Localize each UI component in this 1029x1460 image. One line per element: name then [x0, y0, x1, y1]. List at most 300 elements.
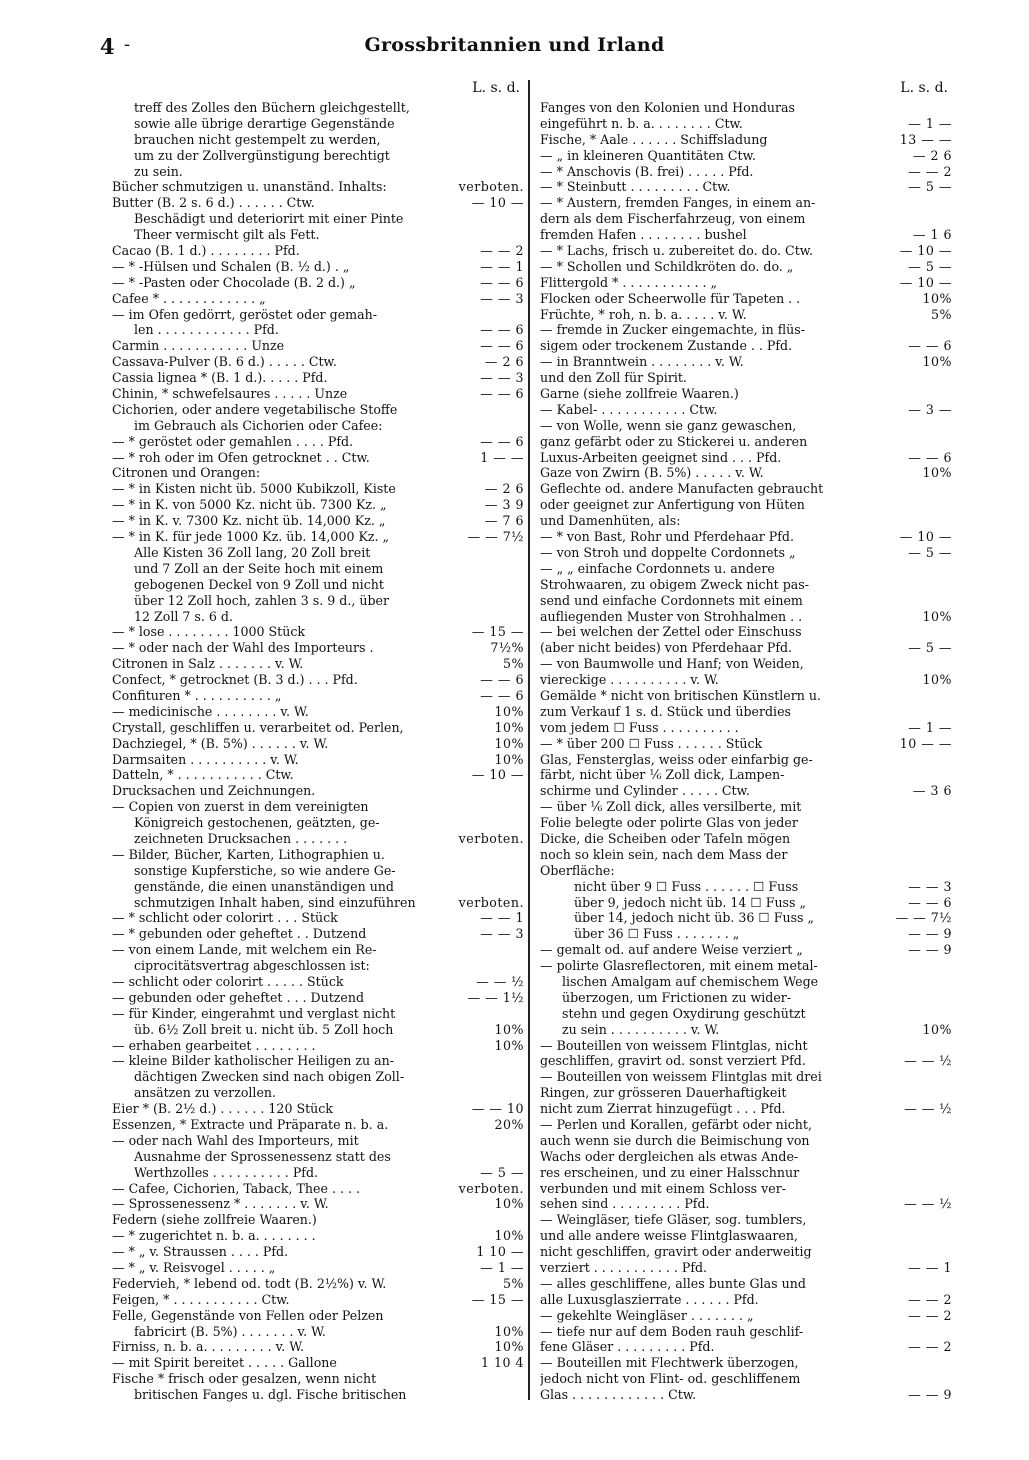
tariff-rate: — — 6	[908, 449, 952, 465]
tariff-rate: — — 6	[908, 894, 952, 910]
tariff-text: — Kabel- . . . . . . . . . . . Ctw.	[540, 401, 718, 417]
tariff-text: und alle andere weisse Flintglaswaaren,	[540, 1228, 798, 1244]
tariff-text: alle Luxusglaszierrate . . . . . . Pfd.	[540, 1291, 759, 1307]
tariff-text: nicht über 9 ☐ Fuss . . . . . . ☐ Fuss	[574, 878, 799, 894]
tariff-line	[540, 942, 952, 958]
tariff-text: über 12 Zoll hoch, zahlen 3 s. 9 d., über	[134, 592, 389, 608]
tariff-text: Fanges von den Kolonien und Honduras	[540, 100, 796, 115]
tariff-text: treff des Zolles den Büchern gleichgestellt,	[134, 100, 410, 115]
tariff-rate: — — 1	[908, 1260, 952, 1276]
tariff-text: Cichorien, oder andere vegetabilische Stoffe	[112, 401, 398, 417]
tariff-line	[112, 926, 524, 942]
tariff-text: — * Schollen und Schildkröten do. do. „	[540, 258, 794, 274]
tariff-rate: 1 10 —	[476, 1244, 524, 1260]
tariff-text: Fische * frisch oder gesalzen, wenn nicht	[112, 1371, 377, 1387]
tariff-rate: — — 9	[908, 1387, 952, 1403]
tariff-line	[112, 672, 524, 688]
tariff-text: Confituren * . . . . . . . . . . „	[112, 687, 282, 703]
tariff-rate: — — ½	[904, 1053, 952, 1069]
tariff-line	[540, 354, 952, 370]
tariff-text: — gekehlte Weingläser . . . . . . . „	[540, 1307, 754, 1323]
tariff-rate: — — 9	[908, 942, 952, 958]
tariff-line	[540, 195, 952, 211]
tariff-text: — Bouteillen von weissem Flintglas, nicht	[540, 1037, 808, 1053]
tariff-text: Confect, * getrocknet (B. 3 d.) . . . Pfd.	[112, 672, 358, 688]
tariff-line	[112, 1196, 524, 1212]
tariff-rate: 10%	[494, 1323, 524, 1339]
tariff-rate: — 10 —	[471, 767, 524, 783]
column-divider	[528, 80, 530, 1400]
tariff-text: eingeführt n. b. a. . . . . . . . Ctw.	[540, 115, 743, 131]
tariff-rate: 10%	[494, 1037, 524, 1053]
tariff-text: fabricirt (B. 5%) . . . . . . . v. W.	[134, 1323, 326, 1339]
tariff-text: nicht geschliffen, gravirt oder anderweitig	[540, 1244, 812, 1260]
tariff-text: — * in K. von 5000 Kz. nicht üb. 7300 Kz. „	[112, 497, 387, 513]
tariff-line	[112, 418, 524, 434]
tariff-line	[112, 799, 524, 815]
tariff-text: sonstige Kupferstiche, so wie andere Ge-	[134, 862, 396, 878]
tariff-text: — medicinische . . . . . . . . v. W.	[112, 703, 309, 719]
tariff-text: — erhaben gearbeitet . . . . . . . .	[112, 1037, 316, 1053]
tariff-text: zu sein . . . . . . . . . . v. W.	[562, 1021, 720, 1037]
tariff-text: — * -Pasten oder Chocolade (B. 2 d.) „	[112, 274, 356, 290]
tariff-text: Carmin . . . . . . . . . . . Unze	[112, 338, 285, 354]
tariff-text: — * oder nach der Wahl des Importeurs .	[112, 640, 374, 656]
tariff-line	[540, 1149, 952, 1165]
tariff-line	[540, 465, 952, 481]
tariff-text: Firniss, n. b. a. . . . . . . . . v. W.	[112, 1339, 304, 1355]
tariff-line	[540, 481, 952, 497]
tariff-text: Chinin, * schwefelsaures . . . . . Unze	[112, 386, 348, 402]
tariff-rate: — — 1½	[467, 989, 524, 1005]
tariff-line	[112, 1117, 524, 1133]
left-column	[112, 80, 524, 1403]
tariff-text: Citronen und Orangen:	[112, 465, 261, 481]
tariff-text: Drucksachen und Zeichnungen.	[112, 783, 316, 799]
tariff-line	[112, 497, 524, 513]
tariff-line	[112, 322, 524, 338]
tariff-text: Flocken oder Scheerwolle für Tapeten . .	[540, 290, 801, 306]
tariff-line	[540, 1117, 952, 1133]
tariff-line	[540, 990, 952, 1006]
tariff-line	[540, 1196, 952, 1212]
tariff-line	[112, 1069, 524, 1085]
tariff-rate: — — 2	[480, 243, 524, 259]
tariff-line	[540, 450, 952, 466]
tariff-text: sehen sind . . . . . . . . . Pfd.	[540, 1196, 710, 1212]
tariff-rate: 10 — —	[899, 735, 952, 751]
tariff-line	[540, 609, 952, 625]
tariff-text: — * „ v. Straussen . . . . Pfd.	[112, 1244, 289, 1260]
tariff-text: — Bilder, Bücher, Karten, Lithographien u.	[112, 846, 385, 862]
tariff-text: Dachziegel, * (B. 5%) . . . . . . v. W.	[112, 735, 329, 751]
tariff-rate: — — 3	[480, 370, 524, 386]
tariff-text: — Copien von zuerst in dem vereinigten	[112, 799, 369, 815]
tariff-text: Oberfläche:	[540, 862, 615, 878]
tariff-line	[540, 513, 952, 529]
tariff-line	[540, 545, 952, 561]
tariff-line	[112, 974, 524, 990]
tariff-text: — von Baumwolle und Hanf; von Weiden,	[540, 656, 804, 672]
tariff-line	[540, 1165, 952, 1181]
tariff-line	[112, 831, 524, 847]
tariff-line	[112, 577, 524, 593]
tariff-text: — von Stroh und doppelte Cordonnets „	[540, 544, 796, 560]
tariff-text: — * gebunden oder geheftet . . Dutzend	[112, 926, 367, 942]
tariff-rate: — — 6	[480, 672, 524, 688]
tariff-line	[112, 148, 524, 164]
tariff-text: — von einem Lande, mit welchem ein Re-	[112, 942, 377, 958]
tariff-line	[540, 577, 952, 593]
tariff-line	[112, 767, 524, 783]
tariff-rate: verboten.	[458, 179, 524, 195]
tariff-text: — tiefe nur auf dem Boden rauh geschlif-	[540, 1323, 804, 1339]
tariff-line	[112, 561, 524, 577]
tariff-text: — gebunden oder geheftet . . . Dutzend	[112, 989, 365, 1005]
tariff-rate: — — 2	[908, 1339, 952, 1355]
tariff-text: — * lose . . . . . . . . 1000 Stück	[112, 624, 306, 640]
tariff-line	[540, 640, 952, 656]
tariff-text: über 9, jedoch nicht üb. 14 ☐ Fuss „	[574, 894, 807, 910]
tariff-text: geschliffen, gravirt od. sonst verziert Pfd.	[540, 1053, 806, 1069]
tariff-line	[540, 736, 952, 752]
tariff-text: — kleine Bilder katholischer Heiligen zu an-	[112, 1053, 394, 1069]
page-number-dash: -	[124, 34, 131, 55]
tariff-rate: — 5 —	[908, 179, 952, 195]
tariff-rate: — 1 —	[480, 1260, 524, 1276]
tariff-line	[112, 1181, 524, 1197]
tariff-text: — Cafee, Cichorien, Taback, Thee . . . .	[112, 1180, 360, 1196]
tariff-text: res erscheinen, und zu einer Halsschnur	[540, 1164, 800, 1180]
tariff-rate: — — 1	[480, 910, 524, 926]
tariff-line	[112, 1228, 524, 1244]
tariff-line	[112, 164, 524, 180]
tariff-line	[540, 307, 952, 323]
tariff-line	[112, 1244, 524, 1260]
tariff-text: — oder nach Wahl des Importeurs, mit	[112, 1132, 359, 1148]
tariff-line	[540, 1085, 952, 1101]
tariff-text: Federn (siehe zollfreie Waaren.)	[112, 1212, 317, 1228]
tariff-text: — * Lachs, frisch u. zubereitet do. do. Ctw.	[540, 243, 814, 259]
tariff-text: Darmsaiten . . . . . . . . . . v. W.	[112, 751, 299, 767]
tariff-text: über 14, jedoch nicht üb. 36 ☐ Fuss „	[574, 910, 815, 926]
tariff-line	[540, 847, 952, 863]
tariff-text: send und einfache Cordonnets mit einem	[540, 592, 803, 608]
tariff-text: genstände, die einen unanständigen und	[134, 878, 394, 894]
tariff-rate: 10%	[922, 672, 952, 688]
tariff-line	[540, 624, 952, 640]
tariff-text: nicht zum Zierrat hinzugefügt . . . Pfd.	[540, 1101, 786, 1117]
tariff-line	[540, 752, 952, 768]
tariff-line	[540, 863, 952, 879]
tariff-rate: — 2 6	[484, 354, 524, 370]
tariff-line	[540, 1069, 952, 1085]
tariff-text: dächtigen Zwecken sind nach obigen Zoll-	[134, 1069, 405, 1085]
tariff-text: zum Verkauf 1 s. d. Stück und überdies	[540, 703, 791, 719]
tariff-line	[540, 291, 952, 307]
tariff-text: Cassava-Pulver (B. 6 d.) . . . . . Ctw.	[112, 354, 337, 370]
tariff-text: Beschädigt und deteriorirt mit einer Pinte	[134, 211, 404, 227]
tariff-rate: 10%	[494, 1196, 524, 1212]
tariff-text: — * „ v. Reisvogel . . . . . „	[112, 1260, 276, 1276]
tariff-line	[112, 116, 524, 132]
tariff-text: Ringen, zur grösseren Dauerhaftigkeit	[540, 1085, 787, 1101]
tariff-text: len . . . . . . . . . . . . Pfd.	[134, 322, 279, 338]
tariff-line	[112, 132, 524, 148]
tariff-text: Gaze von Zwirn (B. 5%) . . . . . v. W.	[540, 465, 764, 481]
tariff-rate: — — 6	[480, 433, 524, 449]
tariff-line	[540, 275, 952, 291]
tariff-line	[112, 1339, 524, 1355]
tariff-line	[540, 1181, 952, 1197]
tariff-line	[540, 338, 952, 354]
tariff-line	[540, 148, 952, 164]
tariff-line	[540, 1276, 952, 1292]
tariff-rate: 1 10 4	[480, 1355, 524, 1371]
tariff-line	[540, 974, 952, 990]
tariff-line	[112, 990, 524, 1006]
tariff-line	[112, 275, 524, 291]
tariff-text: oder geeignet zur Anfertigung von Hüten	[540, 497, 805, 513]
left-column-header	[112, 80, 524, 100]
tariff-line	[112, 688, 524, 704]
tariff-text: — * über 200 ☐ Fuss . . . . . . Stück	[540, 735, 763, 751]
tariff-line	[540, 1228, 952, 1244]
tariff-rate: — 2 6	[484, 481, 524, 497]
tariff-line	[112, 1292, 524, 1308]
tariff-text: — Weingläser, tiefe Gläser, sog. tumblers,	[540, 1212, 807, 1228]
tariff-text: — alles geschliffene, alles bunte Glas und	[540, 1275, 806, 1291]
tariff-line	[112, 783, 524, 799]
tariff-text: Luxus-Arbeiten geeignet sind . . . Pfd.	[540, 449, 782, 465]
tariff-text: — fremde in Zucker eingemachte, in flüs-	[540, 322, 805, 338]
tariff-line	[540, 132, 952, 148]
tariff-rate: — — 6	[480, 687, 524, 703]
tariff-line	[540, 1339, 952, 1355]
tariff-rate: — 2 6	[912, 147, 952, 163]
right-column-header	[540, 80, 952, 100]
tariff-line	[540, 370, 952, 386]
tariff-rate: — 10 —	[899, 529, 952, 545]
tariff-rate: — 7 6	[484, 513, 524, 529]
tariff-rate: — — 7½	[895, 910, 952, 926]
tariff-text: gebogenen Deckel von 9 Zoll und nicht	[134, 576, 384, 592]
tariff-line	[540, 831, 952, 847]
tariff-rate: 10%	[494, 703, 524, 719]
tariff-line	[112, 1324, 524, 1340]
tariff-line	[540, 418, 952, 434]
tariff-rate: 20%	[494, 1117, 524, 1132]
page-header	[0, 34, 1029, 64]
tariff-text: dern als dem Fischerfahrzeug, von einem	[540, 211, 806, 227]
tariff-text: — * roh oder im Ofen getrocknet . . Ctw.	[112, 449, 370, 465]
tariff-line	[540, 1244, 952, 1260]
tariff-text: — von Wolle, wenn sie ganz gewaschen,	[540, 417, 797, 433]
tariff-text: — Sprossenessenz * . . . . . . . v. W.	[112, 1196, 329, 1212]
tariff-text: — bei welchen der Zettel oder Einschuss	[540, 624, 802, 640]
tariff-line	[540, 593, 952, 609]
tariff-rate: — — ½	[904, 1196, 952, 1212]
tariff-text: fene Gläser . . . . . . . . . Pfd.	[540, 1339, 715, 1355]
tariff-text: Cafee * . . . . . . . . . . . . „	[112, 290, 266, 306]
tariff-rate: — — 6	[480, 338, 524, 354]
tariff-rate: 10%	[494, 1339, 524, 1355]
tariff-line	[540, 879, 952, 895]
tariff-text: Glas, Fensterglas, weiss oder einfarbig ge-	[540, 751, 813, 767]
tariff-line	[112, 1038, 524, 1054]
tariff-line	[112, 656, 524, 672]
tariff-rate: 10%	[922, 465, 952, 481]
tariff-text: und 7 Zoll an der Seite hoch mit einem	[134, 560, 384, 576]
tariff-line	[540, 227, 952, 243]
tariff-rate: — — 6	[480, 322, 524, 338]
tariff-line	[540, 1260, 952, 1276]
tariff-line	[112, 640, 524, 656]
tariff-text: — Bouteillen von weissem Flintglas mit drei	[540, 1069, 822, 1085]
left-tariff-list	[112, 100, 524, 1403]
tariff-text: im Gebrauch als Cichorien oder Cafee:	[134, 417, 383, 433]
tariff-line	[540, 704, 952, 720]
tariff-rate: 10%	[922, 608, 952, 624]
tariff-line	[112, 863, 524, 879]
tariff-rate: 10%	[494, 719, 524, 735]
tariff-rate: — 1 —	[908, 115, 952, 131]
tariff-text: — „ „ einfache Cordonnets u. andere	[540, 560, 775, 576]
tariff-text: lischen Amalgam auf chemischem Wege	[562, 973, 819, 989]
tariff-rate: 10%	[922, 1021, 952, 1037]
tariff-text: Cassia lignea * (B. 1 d.). . . . . Pfd.	[112, 370, 328, 386]
tariff-text: vom jedem ☐ Fuss . . . . . . . . . .	[540, 719, 739, 735]
tariff-line	[540, 799, 952, 815]
tariff-line	[540, 1053, 952, 1069]
tariff-line	[540, 434, 952, 450]
tariff-rate: — — 6	[480, 274, 524, 290]
tariff-line	[112, 243, 524, 259]
tariff-line	[112, 545, 524, 561]
tariff-text: ansätzen zu verzollen.	[134, 1085, 277, 1101]
tariff-text: Butter (B. 2 s. 6 d.) . . . . . . Ctw.	[112, 195, 315, 211]
tariff-rate: — 1 6	[912, 227, 952, 243]
tariff-line	[540, 179, 952, 195]
tariff-line	[540, 1101, 952, 1117]
tariff-text: Federvieh, * lebend od. todt (B. 2½%) v. W.	[112, 1275, 387, 1291]
tariff-text: — * geröstet oder gemahlen . . . . Pfd.	[112, 433, 354, 449]
tariff-rate: — 1 —	[908, 719, 952, 735]
tariff-text: — Bouteillen mit Flechtwerk überzogen,	[540, 1355, 799, 1371]
tariff-text: — * schlicht oder colorirt . . . Stück	[112, 910, 338, 926]
tariff-text: üb. 6½ Zoll breit u. nicht üb. 5 Zoll hoch	[134, 1021, 394, 1037]
tariff-line	[112, 1355, 524, 1371]
tariff-text: verziert . . . . . . . . . . . Pfd.	[540, 1260, 708, 1276]
tariff-text: Garne (siehe zollfreie Waaren.)	[540, 386, 739, 402]
tariff-text: — * in K. v. 7300 Kz. nicht üb. 14,000 Kz. „	[112, 513, 386, 529]
tariff-text: Geflechte od. andere Manufacten gebraucht	[540, 481, 824, 497]
tariff-line	[112, 1276, 524, 1292]
tariff-line	[112, 847, 524, 863]
tariff-rate: — 5 —	[908, 544, 952, 560]
tariff-text: noch so klein sein, nach dem Mass der	[540, 846, 788, 862]
tariff-line	[112, 1085, 524, 1101]
tariff-line	[112, 1387, 524, 1403]
tariff-line	[112, 354, 524, 370]
tariff-rate: — 5 —	[908, 640, 952, 656]
tariff-line	[540, 688, 952, 704]
tariff-text: Früchte, * roh, n. b. a. . . . . v. W.	[540, 306, 747, 322]
tariff-text: verbunden und mit einem Schloss ver-	[540, 1180, 786, 1196]
currency-header: L. s. d.	[472, 80, 520, 96]
tariff-line	[112, 370, 524, 386]
tariff-text: über 36 ☐ Fuss . . . . . . . „	[574, 926, 740, 942]
tariff-line	[112, 100, 524, 116]
tariff-rate: verboten.	[458, 830, 524, 846]
tariff-line	[112, 1371, 524, 1387]
tariff-line	[112, 529, 524, 545]
tariff-line	[540, 926, 952, 942]
tariff-text: — im Ofen gedörrt, geröstet oder gemah-	[112, 306, 377, 322]
tariff-line	[112, 879, 524, 895]
tariff-rate: — — 3	[480, 926, 524, 942]
tariff-text: sigem oder trockenem Zustande . . Pfd.	[540, 338, 793, 354]
tariff-line	[112, 752, 524, 768]
tariff-text: fremden Hafen . . . . . . . . bushel	[540, 227, 747, 243]
tariff-line	[540, 211, 952, 227]
tariff-rate: 1 — —	[480, 449, 524, 465]
tariff-text: brauchen nicht gestempelt zu werden,	[134, 131, 381, 147]
right-column	[540, 80, 952, 1403]
tariff-text: viereckige . . . . . . . . . . v. W.	[540, 672, 719, 688]
tariff-text: — * Austern, fremden Fanges, in einem an-	[540, 195, 816, 211]
tariff-line	[112, 465, 524, 481]
tariff-rate: — — 2	[908, 163, 952, 179]
tariff-line	[112, 1133, 524, 1149]
tariff-line	[540, 958, 952, 974]
tariff-line	[112, 434, 524, 450]
tariff-line	[112, 513, 524, 529]
tariff-line	[540, 1038, 952, 1054]
tariff-line	[112, 1165, 524, 1181]
tariff-line	[540, 1308, 952, 1324]
tariff-rate: — — 3	[908, 878, 952, 894]
tariff-line	[112, 624, 524, 640]
tariff-text: und Damenhüten, als:	[540, 513, 681, 529]
tariff-line	[540, 116, 952, 132]
tariff-text: — in Branntwein . . . . . . . . v. W.	[540, 354, 744, 370]
tariff-rate: — 3 —	[908, 401, 952, 417]
tariff-line	[112, 291, 524, 307]
tariff-text: zu sein.	[134, 163, 183, 179]
tariff-text: färbt, nicht über ⅙ Zoll dick, Lampen-	[540, 767, 785, 783]
tariff-text: — * Anschovis (B. frei) . . . . . Pfd.	[540, 163, 754, 179]
tariff-text: — gemalt od. auf andere Weise verziert „	[540, 942, 803, 958]
tariff-line	[112, 481, 524, 497]
tariff-text: — Perlen und Korallen, gefärbt oder nicht,	[540, 1117, 812, 1132]
tariff-rate: 10%	[494, 735, 524, 751]
tariff-rate: — — ½	[904, 1101, 952, 1117]
tariff-text: jedoch nicht von Flint- od. geschliffenem	[540, 1371, 801, 1387]
tariff-rate: 10%	[494, 751, 524, 767]
tariff-text: — * zugerichtet n. b. a. . . . . . . .	[112, 1228, 316, 1244]
tariff-line	[112, 450, 524, 466]
tariff-text: — für Kinder, eingerahmt und verglast nicht	[112, 1005, 396, 1021]
tariff-line	[112, 1053, 524, 1069]
tariff-text: ciprocitätsvertrag abgeschlossen ist:	[134, 958, 370, 974]
tariff-line	[112, 1212, 524, 1228]
tariff-text: Citronen in Salz . . . . . . . v. W.	[112, 656, 304, 672]
tariff-line	[112, 211, 524, 227]
tariff-line	[540, 656, 952, 672]
currency-header: L. s. d.	[900, 80, 948, 96]
tariff-text: Bücher schmutzigen u. unanständ. Inhalts:	[112, 179, 387, 195]
